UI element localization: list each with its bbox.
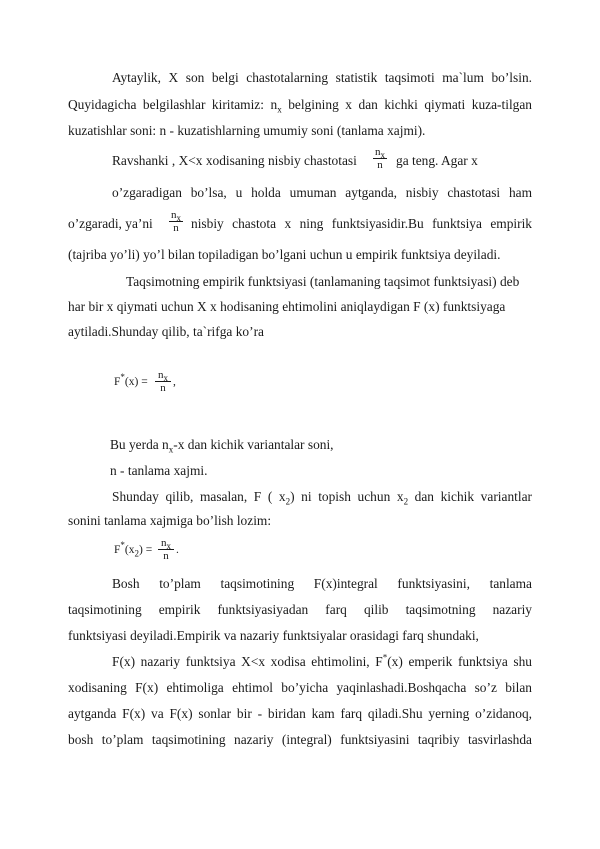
inline-fraction	[169, 209, 183, 234]
text-span: ) ni topish uchun x	[290, 489, 404, 504]
formula-empirical-function-x2	[114, 540, 153, 559]
text-span: Quyidagicha belgilashlar kiritamiz: n	[68, 97, 278, 112]
text-line	[112, 653, 532, 671]
text-line: funktsiyasi deyiladi.Empirik va nazariy funktsiyalar orasidagi farq shundaki,	[68, 628, 479, 643]
text-line: Bosh to’plam taqsimotining F(x)integral funktsiyasini, tanlama	[112, 576, 532, 591]
text-span: dan kichik variantlar	[408, 489, 532, 504]
subscript: x	[380, 150, 385, 161]
text-line: aytiladi.Shunday qilib, ta`rifga ko’ra	[68, 324, 264, 339]
text-line: o’zgaradi, ya’ni	[68, 216, 153, 231]
formula-text: .	[176, 544, 179, 556]
formula-empirical-function	[114, 372, 148, 389]
formula-text: (x	[124, 544, 135, 556]
text-line: nisbiy chastota x ning funktsiyasidir.Bu funktsiya empirik	[191, 216, 532, 231]
inline-fraction	[373, 146, 387, 171]
fraction-numerator: n	[171, 209, 177, 221]
formula-text: (x) =	[124, 376, 148, 388]
text-line: sonini tanlama xajmiga bo’lish lozim:	[68, 513, 272, 528]
superscript: *	[120, 540, 125, 551]
fraction-denominator: n	[377, 159, 383, 171]
text-line: xodisaning F(x) ehtimoliga ehtimol bo’yicha yaqinlashadi.Boshqacha so’z bilan	[68, 680, 532, 695]
text-line: bosh to’plam taqsimotining nazariy (integral) funktsiyasini taqribiy tasvirlashda	[68, 732, 532, 747]
formula-symbol: F	[114, 544, 121, 556]
text-line: ga teng. Agar x	[396, 153, 478, 168]
text-span: Shunday qilib, masalan, F ( x	[112, 489, 286, 504]
text-line: har bir x qiymati uchun X x hodisaning ehtimolini aniqlaydigan F (x) funktsiyaga	[68, 299, 506, 314]
text-line	[68, 96, 532, 114]
subscript: 2	[403, 496, 409, 507]
subscript: 2	[285, 496, 291, 507]
fraction-denominator: n	[160, 382, 166, 394]
text-line: (tajriba yo’li) yo’l bilan topiladigan bo’lgani uchun u empirik funktsiya deyiladi.	[68, 247, 501, 262]
formula-fraction	[155, 369, 171, 394]
text-line: taqsimotining empirik funktsiyasiyadan farq qilib taqsimotning nazariy	[68, 602, 532, 617]
formula-text: ,	[173, 376, 176, 388]
text-span: F(x) nazariy funktsiya X<x xodisa ehtimolini, F	[112, 654, 383, 669]
fraction-denominator: n	[173, 222, 179, 234]
subscript: x	[176, 213, 181, 224]
subscript: x	[277, 104, 282, 115]
text-line	[110, 436, 334, 454]
text-line: n - tanlama xajmi.	[110, 463, 208, 478]
text-line: aytganda F(x) va F(x) sonlar bir - biridan kam farq qiladi.Shu yerning o’zidanoq,	[68, 706, 532, 721]
text-span: (x) emperik funktsiya shu	[387, 654, 532, 669]
formula-fraction	[158, 537, 174, 562]
subscript: x	[163, 373, 168, 384]
text-line	[112, 488, 532, 506]
fraction-denominator: n	[163, 550, 169, 562]
subscript: 2	[134, 548, 139, 559]
subscript: x	[166, 541, 171, 552]
superscript: *	[382, 652, 388, 663]
text-span: Bu yerda n	[110, 437, 169, 452]
text-span: belgining x dan kichki qiymati kuza-tilgan	[281, 97, 532, 112]
text-span: -x dan kichik variantalar soni,	[173, 437, 334, 452]
superscript: *	[120, 372, 125, 383]
formula-text: ) =	[139, 544, 153, 556]
text-line: Aytaylik, X son belgi chastotalarning statistik taqsimoti ma`lum bo’lsin.	[112, 70, 532, 85]
text-line: Taqsimotning empirik funktsiyasi (tanlamaning taqsimot funktsiyasi) deb	[126, 274, 520, 289]
formula-symbol: F	[114, 376, 121, 388]
text-line: o’zgaradigan bo’lsa, u holda umuman aytganda, nisbiy chastotasi ham	[112, 185, 532, 200]
subscript: x	[168, 444, 174, 455]
fraction-numerator: n	[161, 537, 167, 549]
text-line: kuzatishlar soni: n - kuzatishlarning umumiy soni (tanlama xajmi).	[68, 123, 426, 138]
text-line: Ravshanki , X<x xodisaning nisbiy chastotasi	[112, 153, 357, 168]
fraction-numerator: n	[375, 146, 381, 158]
fraction-numerator: n	[158, 369, 164, 381]
